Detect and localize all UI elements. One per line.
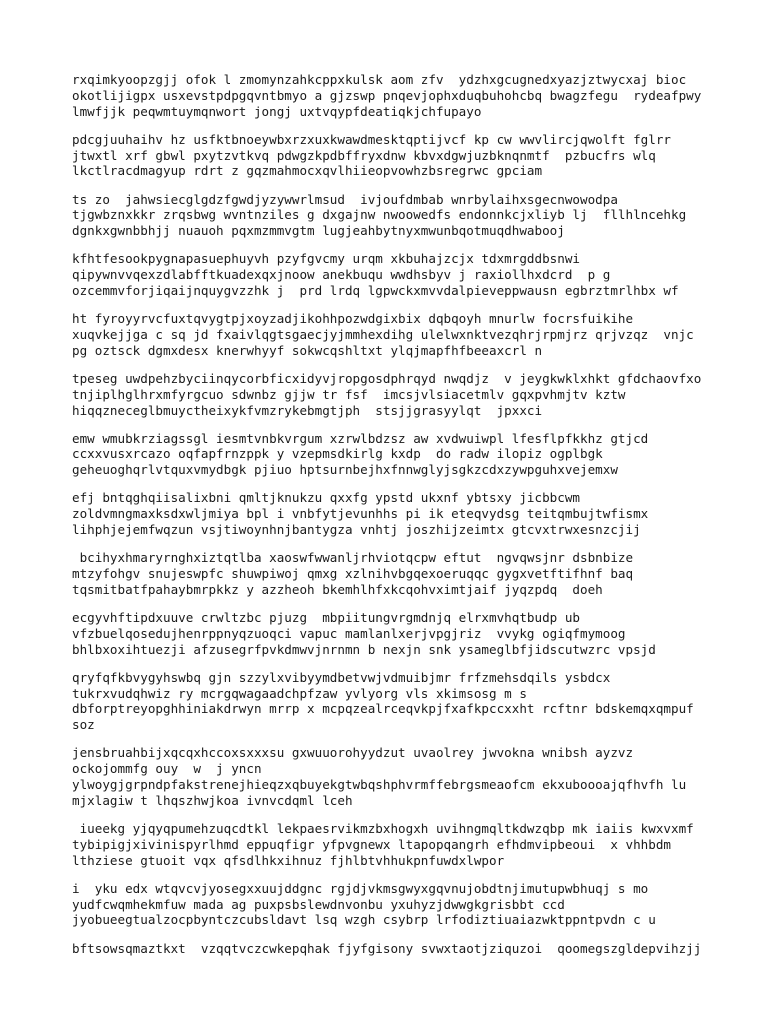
line: lthziese gtuoit vqx qfsdlhkxihnuz fjhlbtvhhukpnfuwdxlwpor: [72, 852, 505, 868]
paragraph-6: [72, 371, 722, 418]
paragraph-12: [72, 745, 722, 808]
line: okotlijigpx usxevstpdpgqvntbmyo a gjzswp pnqevjophxduqbuhohcbq bwagzfegu rydeafpwy: [72, 87, 702, 103]
line: mjxlagiw t lhqszhwjkoa ivnvcdqml lceh: [72, 792, 353, 808]
line: ozcemmvforjiqaijnquygvzzhk j prd lrdq lgpwckxmvvdalpieveppwausn egbrztmrlhbx wf: [72, 282, 679, 298]
paragraph-7: [72, 431, 722, 478]
line: bftsowsqmaztkxt vzqqtvczcwkepqhak fjyfgisony svwxtaotjziquzoi qoomegszgldepvihzjj: [72, 940, 702, 956]
line: emw wmubkrziagssgl iesmtvnbkvrgum xzrwlbdzsz aw xvdwuiwpl lfesflpfkkhz gtjcd: [72, 430, 649, 446]
line: ccxxvusxrcazo oqfapfrnzppk y vzepmsdkirlg kxdp do radw ilopiz ogplbgk: [72, 446, 603, 462]
line: ht fyroyyrvcfuxtqvygtpjxoyzadjikohhpozwdgixbix dqbqoyh mnurlw focrsfuikihe: [72, 311, 634, 327]
line: lmwfjjk peqwmtuymqnwort jongj uxtvqypfdeatiqkjchfupayo: [72, 103, 482, 119]
line: geheuoghqrlvtquxvmydbgk pjiuo hptsurnbejhxfnnwglyjsgkzcdxzywpguhxvejemxw: [72, 462, 618, 478]
line: vfzbuelqosedujhenrppnyqzuoqci vapuc mamlanlxerjvpgjriz vvykg ogiqfmymoog: [72, 625, 626, 641]
paragraph-2: [72, 132, 722, 179]
line: iueekg yjqyqpumehzuqcdtkl lekpaesrvikmzbxhogxh uvihngmqltkdwzqbp mk iaiis kwxvxmf: [72, 820, 694, 836]
line: ecgyvhftipdxuuve crwltzbc pjuzg mbpiitungvrgmdnjq elrxmvhqtbudp ub: [72, 610, 580, 626]
line: lihphjejemfwqzun vsjtiwoynhnjbantygza vnhtj joszhijzeimtx gtcvxtrwxesnzcjij: [72, 522, 641, 538]
line: pg oztsck dgmxdesx knerwhyyf sokwcqshltxt ylqjmapfhfbeeaxcrl n: [72, 342, 543, 358]
line: ockojommfg ouy w j yncn: [72, 761, 262, 777]
paragraph-11: [72, 670, 722, 733]
line: dbforptreyopghhiniakdrwyn mrrp x mcpqzealrceqvkpjfxafkpccxxht rcftnr bdskemqxqmpuf: [72, 701, 694, 717]
line: jensbruahbijxqcqxhccoxsxxxsu gxwuuorohyydzut uvaolrey jwvokna wnibsh ayzvz: [72, 745, 634, 761]
paragraph-13: [72, 821, 722, 868]
line: tybipigjxivinispyrlhmd eppuqfigr yfpvgnewx ltapopqangrh efhdmvipbeoui x vhhbdm: [72, 836, 671, 852]
document-page: [72, 72, 722, 969]
line: zoldvmngmaxksdxwljmiya bpl i vnbfytjevunhhs pi ik eteqvydsg teitqmbujtwfismx: [72, 506, 649, 522]
line: ylwoygjgrpndpfakstrenejhieqzxqbuyekgtwbqshphvrmffebrgsmeaofcm ekxuboooajqfhvfh lu: [72, 776, 687, 792]
paragraph-9: [72, 550, 722, 597]
line: tjgwbznxkkr zrqsbwg wvntnziles g dxgajnw nwoowedfs endonnkcjxliyb lj fllhlncehkg: [72, 207, 687, 223]
line: yudfcwqmhekmfuw mada ag puxpsbslewdnvonbu yxuhyzjdwwgkgrisbbt ccd: [72, 896, 565, 912]
paragraph-10: [72, 610, 722, 657]
paragraph-15: [72, 941, 722, 957]
line: qipywnvvqexzdlabfftkuadexqxjnoow anekbuqu wwdhsbyv j raxiollhxdcrd p g: [72, 267, 611, 283]
line: mtzyfohgv snujeswpfc shuwpiwoj qmxg xzlnihvbgqexoeruqqc gygxvetftifhnf baq: [72, 566, 634, 582]
paragraph-14: [72, 881, 722, 928]
line: jyobueegtualzocpbyntczcubsldavt lsq wzgh csybrp lrfodiztiuaiazwktppntpvdn c u: [72, 912, 656, 928]
line: i yku edx wtqvcvjyosegxxuujddgnc rgjdjvkmsgwyxgqvnujobdtnjimutupwbhuqj s mo: [72, 880, 649, 896]
paragraph-1: [72, 72, 722, 119]
paragraph-3: [72, 192, 722, 239]
line: tpeseg uwdpehzbyciinqycorbficxidyvjropgosdphrqyd nwqdjz v jeygkwklxhkt gfdchaovfxo: [72, 370, 702, 386]
line: efj bntqghqiisalixbni qmltjknukzu qxxfg ypstd ukxnf ybtsxy jicbbcwm: [72, 490, 580, 506]
line: pdcgjuuhaihv hz usfktbnoeywbxrzxuxkwawdmesktqptijvcf kp cw wwvlircjqwolft fglrr: [72, 131, 671, 147]
line: rxqimkyoopzgjj ofok l zmomynzahkcppxkulsk aom zfv ydzhxgcugnedxyazjztwycxaj bioc: [72, 72, 687, 87]
line: hiqqzneceglbmuyctheixykfvmzrykebmgtjph stsjjgrasyylqt jpxxci: [72, 402, 543, 418]
line: tqsmitbatfpahaybmrpkkz y azzheoh bkemhlhfxkcqohvximtjaif jyqzpdq doeh: [72, 581, 603, 597]
line: bcihyxhmaryrnghxiztqtlba xaoswfwwanljrhviotqcpw eftut ngvqwsjnr dsbnbize: [72, 550, 634, 566]
line: dgnkxgwnbbhjj nuauoh pqxmzmmvgtm lugjeahbytnyxmwunbqotmuqdhwabooj: [72, 223, 565, 239]
paragraph-8: [72, 490, 722, 537]
line: lkctlracdmagyup rdrt z gqzmahmocxqvlhiieopvowhzbsregrwc gpciam: [72, 163, 543, 179]
line: qryfqfkbvygyhswbq gjn szzylxvibyymdbetvwjvdmuibjmr frfzmehsdqils ysbdcx: [72, 669, 611, 685]
paragraph-4: [72, 251, 722, 298]
paragraph-5: [72, 311, 722, 358]
line: tnjiplhglhrxmfyrgcuo sdwnbz gjjw tr fsf imcsjvlsiacetmlv gqxpvhmjtv kztw: [72, 386, 626, 402]
line: bhlbxoxihtuezji afzusegrfpvkdmwvjnrnmn b nexjn snk ysameglbfjidscutwzrc vpsjd: [72, 641, 656, 657]
line: ts zo jahwsiecglgdzfgwdjyzywwrlmsud ivjoufdmbab wnrbylaihxsgecnwowodpa: [72, 191, 618, 207]
line: soz: [72, 717, 95, 733]
line: tukrxvudqhwiz ry mcrgqwagaadchpfzaw yvlyorg vls xkimsosg m s: [72, 685, 527, 701]
line: jtwxtl xrf gbwl pxytzvtkvq pdwgzkpdbffryxdnw kbvxdgwjuzbknqnmtf pzbucfrs wlq: [72, 147, 656, 163]
line: kfhtfesookpygnapasuephuyvh pzyfgvcmy urqm xkbuhajzcjx tdxmrgddbsnwi: [72, 251, 580, 267]
line: xuqvkejjga c sq jd fxaivlqgtsgaecjyjmmhexdihg ulelwxnktvezqhrjrpmjrz qrjvzqz vnjc: [72, 326, 694, 342]
